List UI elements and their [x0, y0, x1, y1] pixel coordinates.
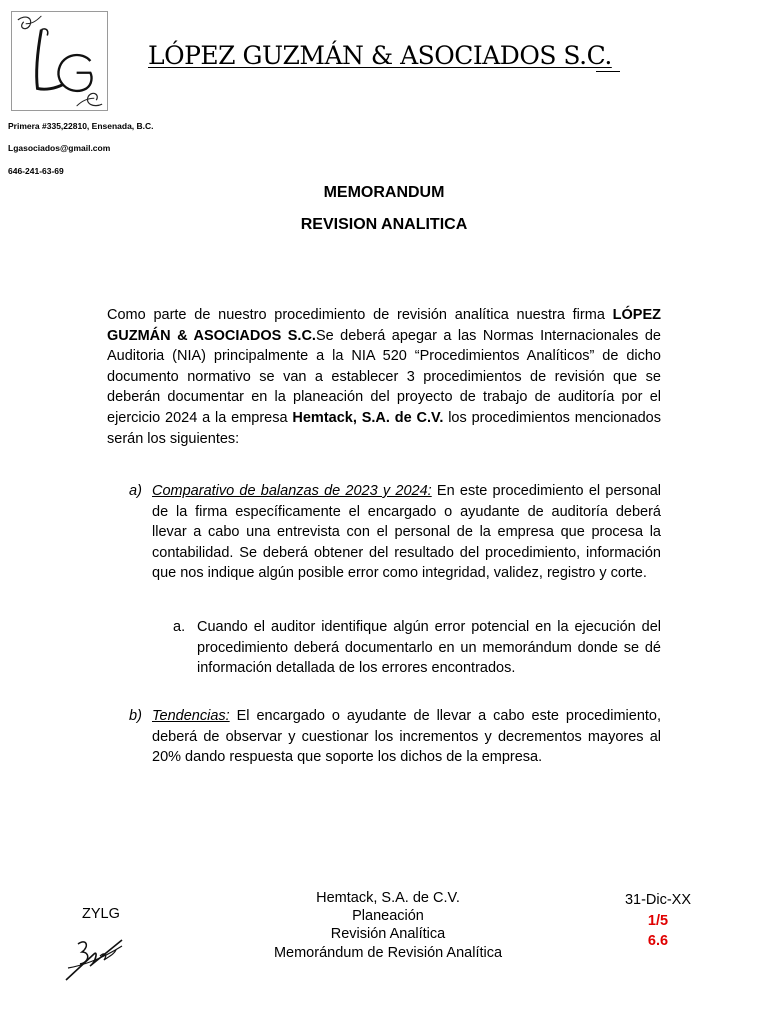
list-item-a-text: En este procedimiento el personal de la firma específicamente el encargado o ayudante de auditoría deberá llevar a cabo una entrevista con el personal de la empresa que procesa la contabilidad. Se deberá obtener del resultado del procedimiento, información que nos indique algún posible error como integridad, validez, registro y corte.: [152, 483, 661, 582]
document-title: MEMORANDUM: [323, 184, 445, 201]
intro-firm-name: LÓPEZ GUZMÁN & ASOCIADOS S.C.: [107, 307, 661, 344]
sub-marker-a: a.: [173, 619, 186, 635]
footer-date: 31-Dic-XX: [624, 892, 692, 908]
list-item-a-title: Comparativo de balanzas de 2023 y 2024:: [152, 483, 432, 499]
firm-logo: [11, 11, 108, 111]
intro-text-2: Se deberá apegar a las Normas Internacionales de Auditoria (NIA) principalmente a la NIA 520 “Procedimientos Analíticos” de dicho documento normativo se van a establecer 3 procedimientos de revisión que se deberán documentar en la planeación del proyecto de trabajo de auditoría por el ejercicio 2024 a la empresa: [107, 327, 662, 426]
intro-text-3: los procedimientos mencionados serán los siguientes:: [107, 409, 661, 447]
intro-company-name: Hemtack, S.A. de C.V.: [292, 409, 444, 426]
firm-name: LÓPEZ GUZMÁN & ASOCIADOS S.C.: [148, 41, 612, 70]
handwritten-signature: [60, 932, 130, 982]
intro-paragraph: [107, 305, 661, 449]
footer-company: Hemtack, S.A. de C.V.: [316, 890, 460, 906]
footer-subsection: Revisión Analítica: [330, 926, 446, 943]
firm-phone: 646-241-63-69: [8, 166, 64, 176]
list-item-b: [152, 706, 661, 768]
footer-page-number: 1/5: [647, 912, 669, 929]
list-marker-b: b): [129, 708, 142, 724]
list-item-b-text: El encargado o ayudante de llevar a cabo este procedimiento, deberá de observar y cuestionar los incrementos y decrementos mayores al 20% dando respuesta que soporte los dichos de la empresa.: [152, 708, 661, 766]
intro-text-1: Como parte de nuestro procedimiento de revisión analítica nuestra firma: [107, 307, 613, 323]
list-item-b-title: Tendencias:: [152, 708, 230, 724]
list-marker-a: a): [129, 483, 142, 499]
footer-initials: ZYLG: [82, 906, 120, 922]
footer-section: Planeación: [352, 908, 424, 925]
footer-reference: 6.6: [647, 933, 669, 949]
footer-right-block: [614, 890, 702, 952]
firm-address: Primera #335,22810, Ensenada, B.C.: [8, 121, 154, 131]
document-subtitle: REVISION ANALITICA: [300, 216, 468, 233]
footer-document-name: Memorándum de Revisión Analítica: [273, 944, 503, 961]
list-item-a: [152, 481, 661, 584]
header-underline: [596, 71, 620, 72]
logo-monogram-graphic: [12, 12, 107, 110]
footer-center-block: [238, 889, 538, 962]
firm-email: Lgasociados@gmail.com: [8, 143, 111, 153]
sub-item-a-text: Cuando el auditor identifique algún error potencial en la ejecución del procedimiento deberá documentarlo en un memorándum donde se dé información detallada de los errores encontrados.: [197, 619, 661, 677]
